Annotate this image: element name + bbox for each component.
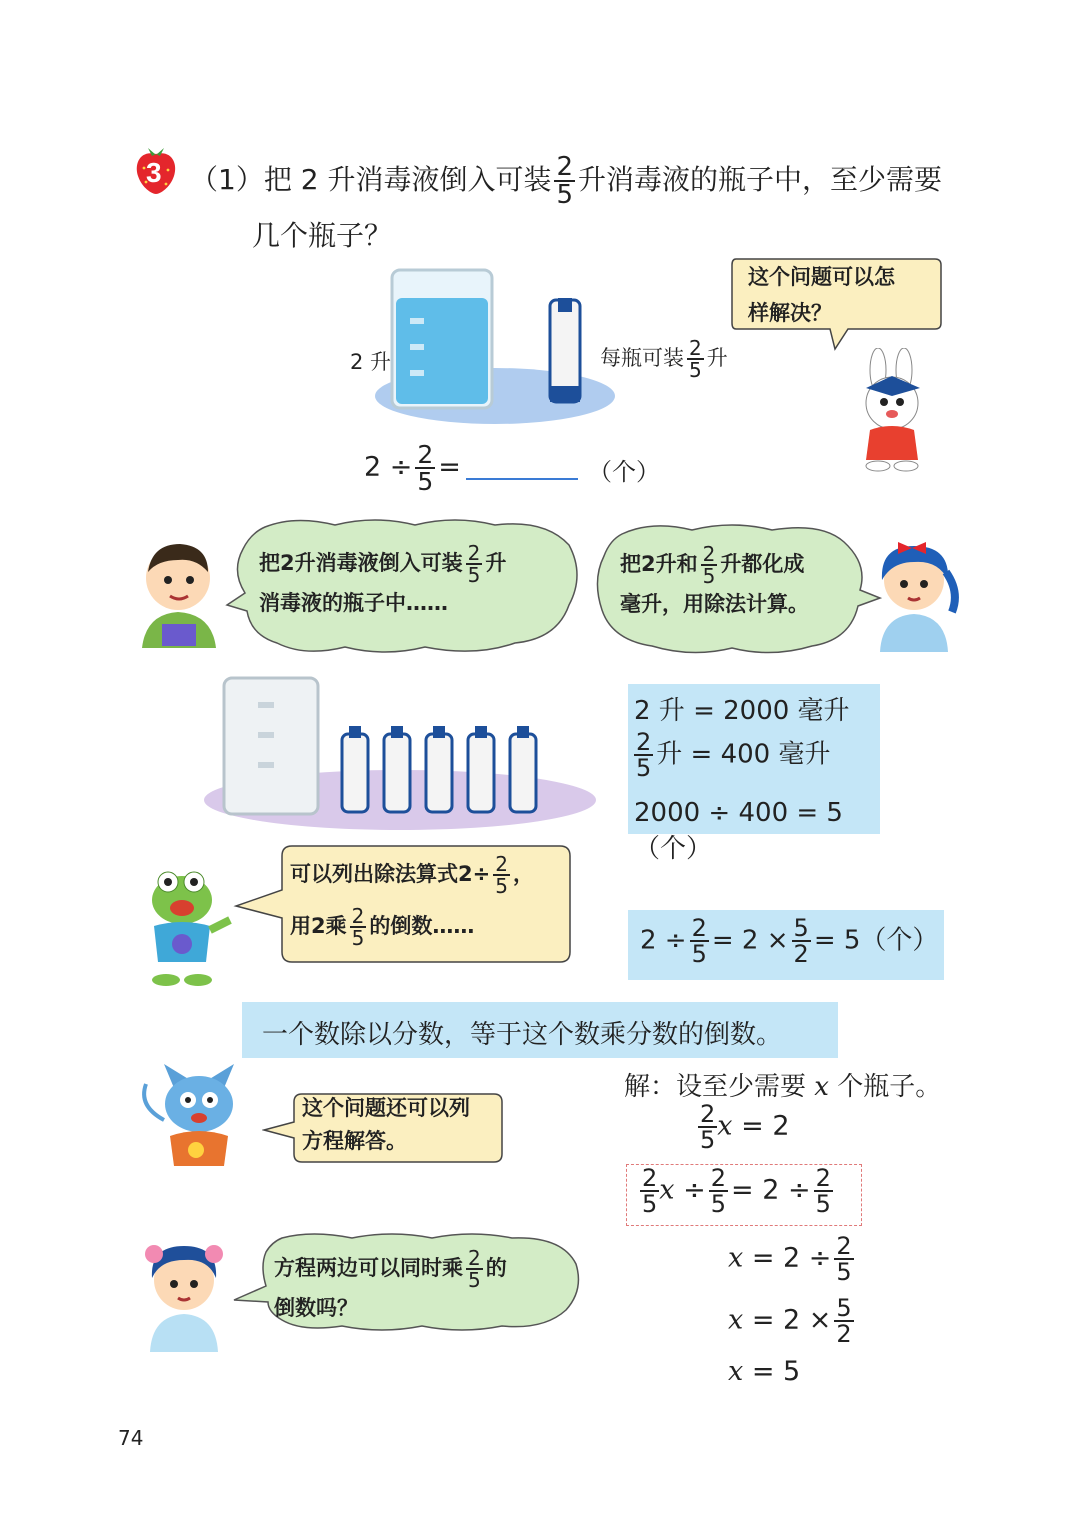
problem-number: 3 bbox=[146, 157, 162, 188]
girl-character-icon bbox=[868, 532, 960, 654]
solution-step2: $\frac{2}{5}$ x ÷ $\frac{2}{5}$ = 2 ÷ $\frac{2}{5}$ bbox=[642, 1164, 831, 1218]
problem-text-b: 升消毒液的瓶子中，至少需要 bbox=[578, 163, 943, 196]
girl-speech-bubble: 把2升和 $\frac{2}{5}$ 升都化成 毫升，用除法计算。 bbox=[592, 520, 882, 660]
rule-text: 一个数除以分数，等于这个数乘分数的倒数。 bbox=[262, 1020, 783, 1050]
unit-label: （个） bbox=[588, 458, 660, 486]
strawberry-number-icon bbox=[132, 144, 180, 196]
girl2-character-icon bbox=[136, 1232, 232, 1354]
rabbit-character-icon bbox=[842, 348, 942, 473]
problem-statement-line2: 几个瓶子？ bbox=[252, 219, 393, 252]
frog-character-icon bbox=[136, 864, 232, 988]
division-equation: 2 ÷ $\frac{2}{5}$ = bbox=[364, 440, 461, 496]
answer-blank[interactable] bbox=[466, 478, 578, 480]
solution-step1: $\frac{2}{5}$ x = 2 bbox=[700, 1100, 790, 1154]
problem-text-a: 把 2 升消毒液倒入可装 bbox=[263, 163, 552, 196]
frog-speech-bubble: 可以列出除法算式2÷ $\frac{2}{5}$ ， 用2乘 $\frac{2}{5}$ 的倒数…… bbox=[232, 842, 574, 966]
conversion-box bbox=[628, 684, 880, 864]
page-number: 74 bbox=[118, 1426, 144, 1450]
problem-label: （1） bbox=[190, 163, 264, 196]
beaker-label: 2 升 bbox=[350, 350, 392, 374]
solution-step3: x = 2 ÷ $\frac{2}{5}$ bbox=[728, 1232, 852, 1286]
problem-fraction: $\frac{2}{5}$ bbox=[556, 152, 573, 210]
solution-step5: x = 5 bbox=[728, 1356, 801, 1387]
boy-speech-bubble: 把2升消毒液倒入可装 $\frac{2}{5}$ 升 消毒液的瓶子中…… bbox=[225, 515, 585, 660]
equation-fraction: $\frac{2}{5}$ bbox=[417, 440, 434, 496]
cat-character-icon bbox=[134, 1060, 264, 1172]
solution-step4: x = 2 × $\frac{5}{2}$ bbox=[728, 1294, 852, 1348]
girl2-speech-bubble: 方程两边可以同时乘 $\frac{2}{5}$ 的 倒数吗？ bbox=[232, 1230, 584, 1334]
conversion-line1: 2 升 = 2000 毫升 bbox=[634, 696, 850, 726]
reciprocal-box: 2 ÷ $\frac{2}{5}$ = 2 × $\frac{5}{2}$ = 5（个） bbox=[628, 910, 944, 980]
solution-intro: 解：设至少需要 x 个瓶子。 bbox=[624, 1072, 942, 1102]
conversion-line2: $\frac{2}{5}$ 升 = 400 毫升 bbox=[636, 728, 831, 782]
rabbit-speech-bubble: 这个问题可以怎 样解决？ bbox=[730, 255, 945, 355]
bottle-fraction: $\frac{2}{5}$ bbox=[689, 336, 702, 382]
rule-box bbox=[242, 1002, 838, 1058]
five-bottles-illustration bbox=[200, 672, 600, 834]
boy-character-icon bbox=[136, 538, 222, 650]
conversion-line3: 2000 ÷ 400 = 5（个） bbox=[634, 798, 843, 864]
problem-statement bbox=[190, 154, 970, 208]
cat-speech-bubble: 这个问题还可以列 方程解答。 bbox=[262, 1092, 504, 1164]
beaker-illustration bbox=[370, 258, 620, 428]
bottle-label: 每瓶可装 $\frac{2}{5}$ 升 bbox=[600, 336, 728, 382]
